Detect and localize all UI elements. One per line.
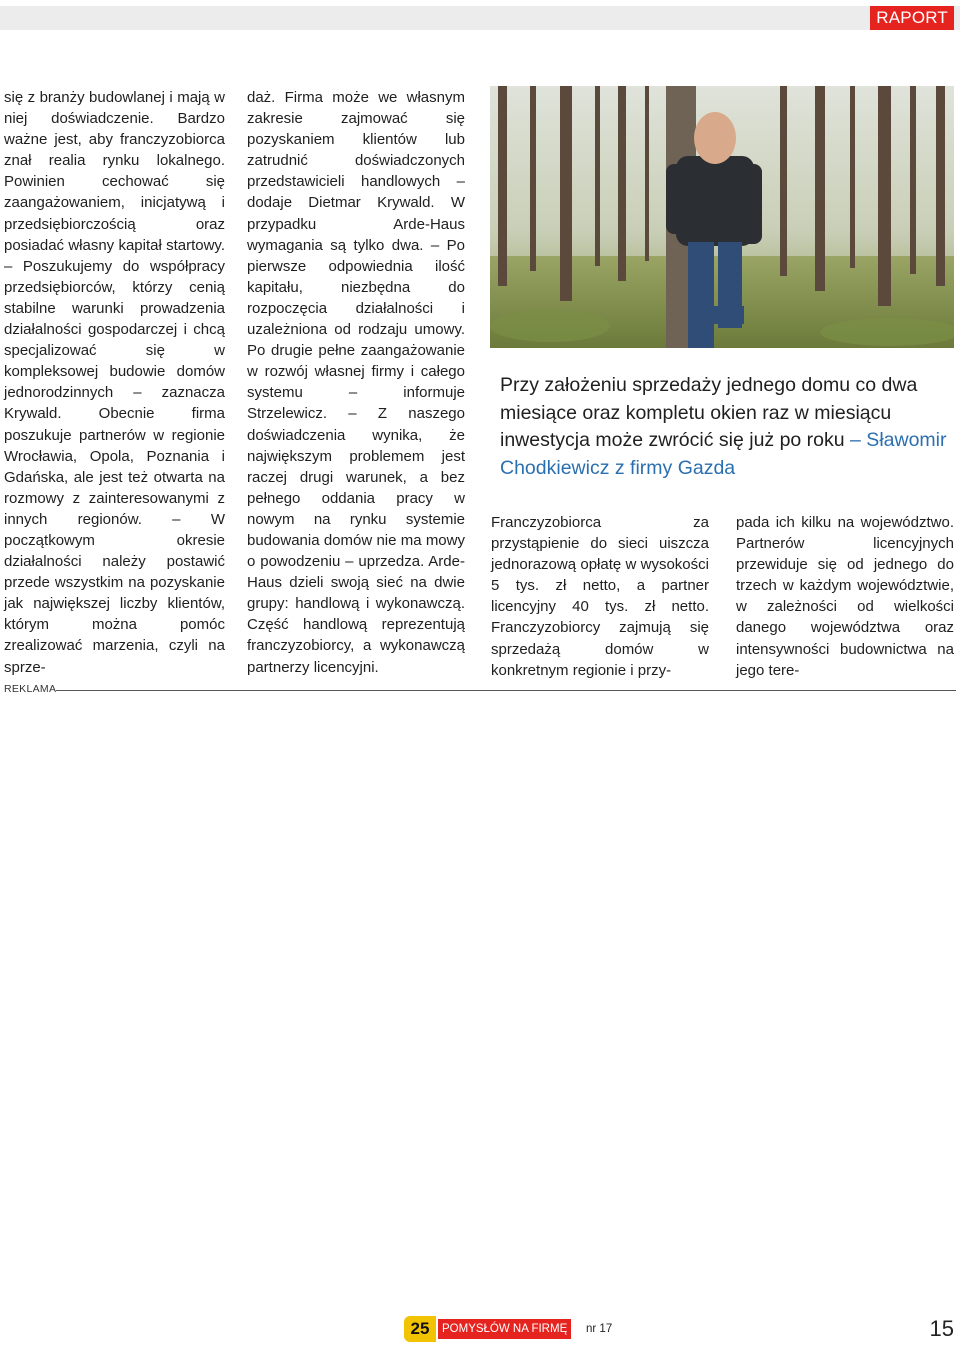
article-column-3 (491, 512, 709, 681)
ad-divider (56, 690, 956, 691)
logo-brand: POMYSŁÓW NA FIRMĘ (438, 1319, 571, 1339)
article-column-4 (736, 512, 954, 681)
article-column-1 (4, 87, 225, 678)
quote-text: Przy założeniu sprzedaży jednego domu co dwa miesiące oraz kompletu okien raz w miesiącu inwestycja może zwrócić się już po roku (500, 374, 918, 451)
article-column-2 (247, 87, 465, 678)
article-text: daż. Firma może we własnym zakresie zajmować się pozyskaniem klientów lub zatrudnić doświadczonych przedstawicieli handlowych – dodaje Dietmar Krywald. W przypadku Arde-Haus wymagania są tylko dwa. – Po pierwsze odpowiednia ilość kapitału, niezbędna do rozpoczęcia działalności i uzależniona od rodzaju umowy. Po drugie pełne zaangażowanie w rozwój własnej firmy i całego systemu – informuje Strzelewicz. – Z naszego doświadczenia wynika, że największym problemem jest raczej drugi warunek, a bez pełnego oddania pracy w nowym na rynku systemie budowania domów nie ma mowy o powodzeniu – uprzedza. Arde-Haus dzieli swoją sieć na dwie grupy: handlową i wykonawczą. Część handlową reprezentują franczyzobiorcy, a wykonawczą partnerzy licencyjni. (247, 89, 465, 676)
article-text: Franczyzobiorca za przystąpienie do sieci uiszcza jednorazową opłatę w wysokości 5 tys. zł netto, a partner licencyjny 40 tys. zł netto. Franczyzobiorcy zajmują się sprzedażą domów w konkretnym regionie i przy- (491, 514, 709, 679)
logo-badge: 25 (404, 1316, 436, 1342)
article-text: się z branży budowlanej i mają w niej doświadczenie. Bardzo ważne jest, aby franczyzobiorca znał realia rynku lokalnego. Powinien cechować się zaangażowaniem, inicjatywą i przedsiębiorczością oraz posiadać własny kapitał startowy. – Poszukujemy do współpracy przedsiębiorców, którzy cenią stabilne warunki prowadzenia działalności gospodarczej i chcą specjalizować się w kompleksowej budowie domów jednorodzinnych – zaznacza Krywald. Obecnie firma poszukuje partnerów w regionie Wrocławia, Opola, Poznania i Gdańska, ale jest też otwarta na rozmowy z zainteresowanymi z innych regionów. – W początkowym okresie działalności należy postawić przede wszystkim na pozyskanie jak największej liczby klientów, którym można pomóc zrealizować marzenia, czyli na sprze- (4, 89, 225, 676)
header-bar (0, 6, 960, 30)
page-number: 15 (929, 1316, 954, 1341)
section-tag: RAPORT (870, 6, 954, 30)
ad-separator (4, 683, 956, 699)
issue-number: nr 17 (586, 1323, 613, 1335)
forest-portrait-image (490, 86, 954, 348)
article-photo (490, 86, 954, 348)
ad-label: REKLAMA (4, 683, 57, 695)
quote-author: – Sławomir Chodkiewicz z firmy Gazda (500, 429, 947, 479)
pull-quote (500, 372, 950, 482)
article-text: pada ich kilku na województwo. Partnerów licencyjnych przewiduje się od jednego do trzech w każdym województwie, w zależności od wielkości danego województwa oraz intensywności budownictwa na jego tere- (736, 514, 954, 679)
